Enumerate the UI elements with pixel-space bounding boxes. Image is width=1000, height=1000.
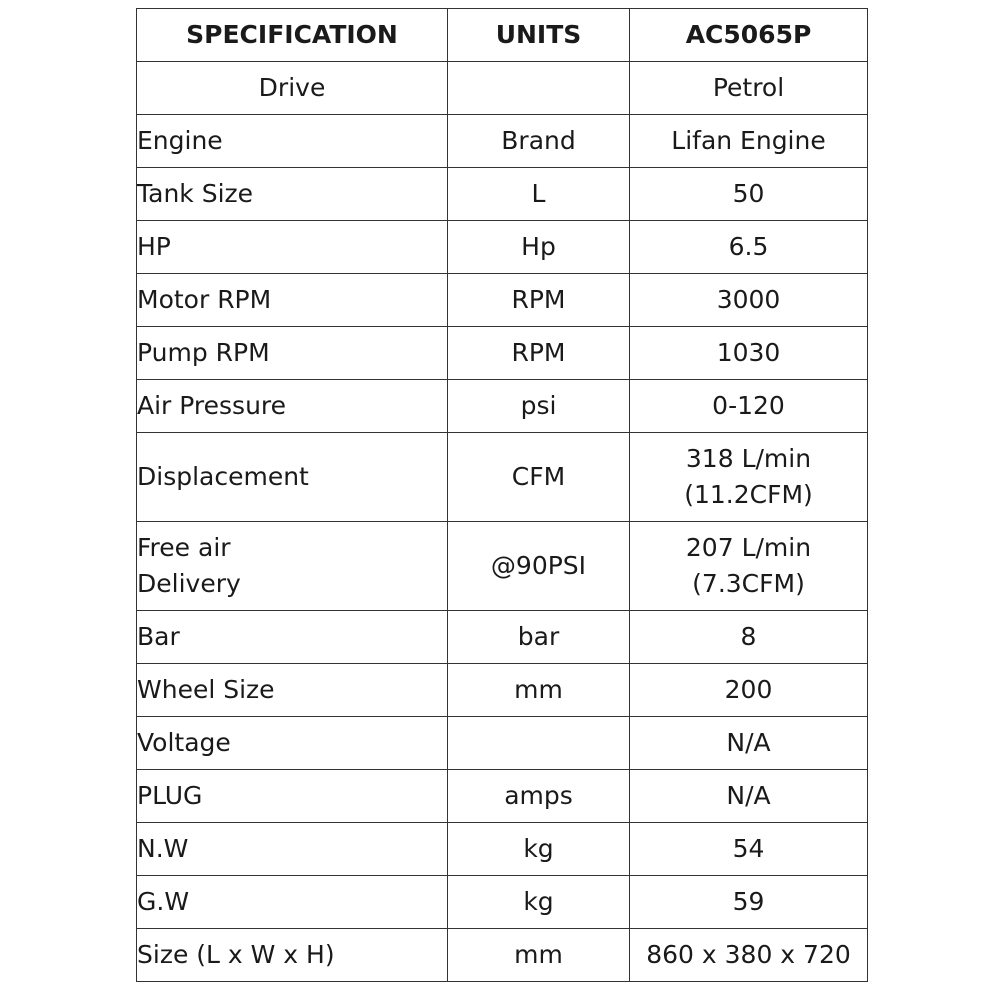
table-row xyxy=(137,433,868,522)
table-row xyxy=(137,274,868,327)
spec-unit: @90PSI xyxy=(448,522,630,611)
spec-value xyxy=(630,433,868,522)
spec-name-line: Delivery xyxy=(137,569,241,598)
spec-value: N/A xyxy=(630,717,868,770)
spec-value-line: 207 L/min xyxy=(685,533,812,562)
table-row xyxy=(137,823,868,876)
table-row xyxy=(137,380,868,433)
spec-value: N/A xyxy=(630,770,868,823)
spec-value-line: 318 L/min xyxy=(685,444,812,473)
spec-value: 50 xyxy=(630,168,868,221)
table-row xyxy=(137,522,868,611)
spec-unit: amps xyxy=(448,770,630,823)
spec-name: HP xyxy=(137,221,448,274)
spec-unit xyxy=(448,717,630,770)
table-row xyxy=(137,876,868,929)
spec-unit: kg xyxy=(448,876,630,929)
header-units: UNITS xyxy=(448,9,630,62)
table-row xyxy=(137,770,868,823)
spec-value: 0-120 xyxy=(630,380,868,433)
table-row xyxy=(137,221,868,274)
header-row xyxy=(137,9,868,62)
spec-name: N.W xyxy=(137,823,448,876)
spec-unit: mm xyxy=(448,664,630,717)
spec-name: Air Pressure xyxy=(137,380,448,433)
spec-value-line: (11.2CFM) xyxy=(684,480,813,509)
spec-unit: psi xyxy=(448,380,630,433)
table-row xyxy=(137,611,868,664)
header-model: AC5065P xyxy=(630,9,868,62)
spec-unit: RPM xyxy=(448,274,630,327)
spec-value: Petrol xyxy=(630,62,868,115)
table-row xyxy=(137,168,868,221)
spec-name: PLUG xyxy=(137,770,448,823)
table-row xyxy=(137,327,868,380)
spec-value-line: (7.3CFM) xyxy=(692,569,805,598)
spec-unit: CFM xyxy=(448,433,630,522)
spec-value: 59 xyxy=(630,876,868,929)
spec-name: Tank Size xyxy=(137,168,448,221)
spec-unit: Hp xyxy=(448,221,630,274)
spec-name: Drive xyxy=(137,62,448,115)
spec-unit: kg xyxy=(448,823,630,876)
spec-unit: RPM xyxy=(448,327,630,380)
table-row xyxy=(137,62,868,115)
spec-name: Bar xyxy=(137,611,448,664)
spec-value: Lifan Engine xyxy=(630,115,868,168)
table-row xyxy=(137,664,868,717)
spec-name: Size (L x W x H) xyxy=(137,929,448,982)
spec-name: Engine xyxy=(137,115,448,168)
spec-value: 3000 xyxy=(630,274,868,327)
table-row xyxy=(137,115,868,168)
spec-value: 860 x 380 x 720 xyxy=(630,929,868,982)
spec-value: 6.5 xyxy=(630,221,868,274)
header-specification: SPECIFICATION xyxy=(137,9,448,62)
spec-name: Motor RPM xyxy=(137,274,448,327)
spec-name: G.W xyxy=(137,876,448,929)
table-row xyxy=(137,929,868,982)
spec-name: Wheel Size xyxy=(137,664,448,717)
spec-name-line: Free air xyxy=(137,533,231,562)
table-row xyxy=(137,717,868,770)
spec-value: 1030 xyxy=(630,327,868,380)
spec-name: Pump RPM xyxy=(137,327,448,380)
spec-unit: bar xyxy=(448,611,630,664)
specification-table xyxy=(136,8,868,982)
spec-unit: L xyxy=(448,168,630,221)
spec-name: Voltage xyxy=(137,717,448,770)
spec-value xyxy=(630,522,868,611)
spec-name xyxy=(137,522,448,611)
spec-unit xyxy=(448,62,630,115)
spec-unit: Brand xyxy=(448,115,630,168)
spec-name: Displacement xyxy=(137,433,448,522)
spec-value: 200 xyxy=(630,664,868,717)
spec-unit: mm xyxy=(448,929,630,982)
spec-value: 8 xyxy=(630,611,868,664)
spec-value: 54 xyxy=(630,823,868,876)
